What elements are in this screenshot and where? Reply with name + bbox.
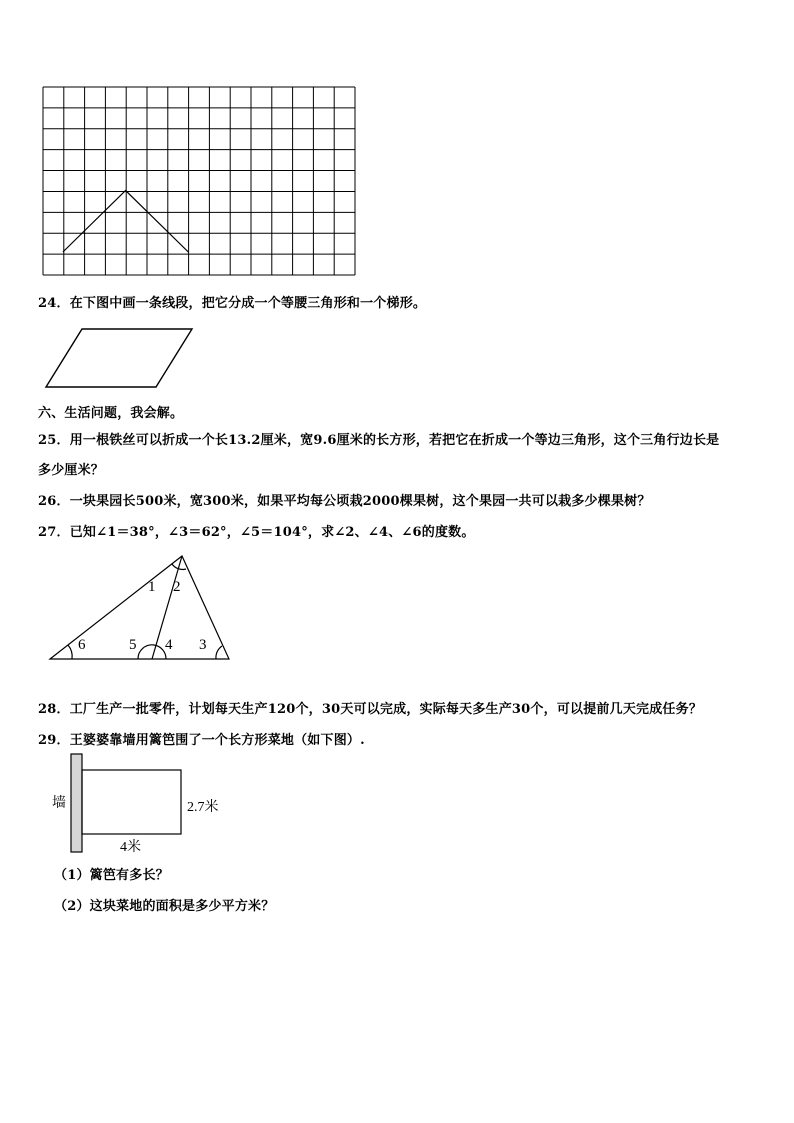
width-label: 2.7米 <box>187 800 219 815</box>
angle-label-4: 4 <box>165 637 173 653</box>
grid-triangle <box>63 191 188 253</box>
q25-line2: 多少厘米？ <box>38 463 105 478</box>
q27-text: 已知∠1＝38°，∠3＝62°，∠5＝104°，求∠2、∠4、∠6的度数。 <box>69 525 475 540</box>
angle-label-1: 1 <box>148 579 156 595</box>
q25 <box>38 429 719 448</box>
angle-label-6: 6 <box>78 637 86 653</box>
garden-rect <box>82 770 181 834</box>
q24 <box>38 292 426 311</box>
wall-label: 墙 <box>52 796 66 811</box>
grid-figure <box>42 86 356 276</box>
q26-number: 26． <box>38 494 70 509</box>
q26 <box>38 490 651 509</box>
angle-label-5: 5 <box>129 637 137 653</box>
grid-lines <box>43 87 355 275</box>
q26-text: 一块果园长500米，宽300米，如果平均每公顷栽2000棵果树，这个果园一共可以栽多少棵果树？ <box>69 494 651 509</box>
q28-number: 28． <box>38 702 70 717</box>
q29 <box>38 729 365 748</box>
q27-number: 27． <box>38 525 70 540</box>
q25-text-line1: 用一根铁丝可以折成一个长13.2厘米，宽9.6厘米的长方形，若把它在折成一个等边三角形，这个三角行边长是 <box>69 433 720 448</box>
parallelogram-figure <box>40 324 200 394</box>
q29-sub1: （1）篱笆有多长？ <box>54 868 169 883</box>
angle-label-3: 3 <box>199 637 207 653</box>
q27 <box>38 521 475 540</box>
angle-label-2: 2 <box>173 579 181 595</box>
q29-sub2: （2）这块菜地的面积是多少平方米？ <box>54 899 275 914</box>
q28 <box>38 698 702 717</box>
q24-text: 在下图中画一条线段，把它分成一个等腰三角形和一个梯形。 <box>69 296 427 311</box>
q25-number: 25． <box>38 433 70 448</box>
triangle-angles-figure <box>46 550 236 662</box>
q29-text: 王婆婆靠墙用篱笆围了一个长方形菜地（如下图）. <box>69 733 365 748</box>
q29-number: 29． <box>38 733 70 748</box>
wall <box>71 754 82 852</box>
q24-number: 24． <box>38 296 70 311</box>
section6-title: 六、生活问题，我会解。 <box>38 406 184 421</box>
length-label: 4米 <box>120 840 141 855</box>
q28-text: 工厂生产一批零件，计划每天生产120个，30天可以完成，实际每天多生产30个，可以提前几天完成任务？ <box>69 702 703 717</box>
